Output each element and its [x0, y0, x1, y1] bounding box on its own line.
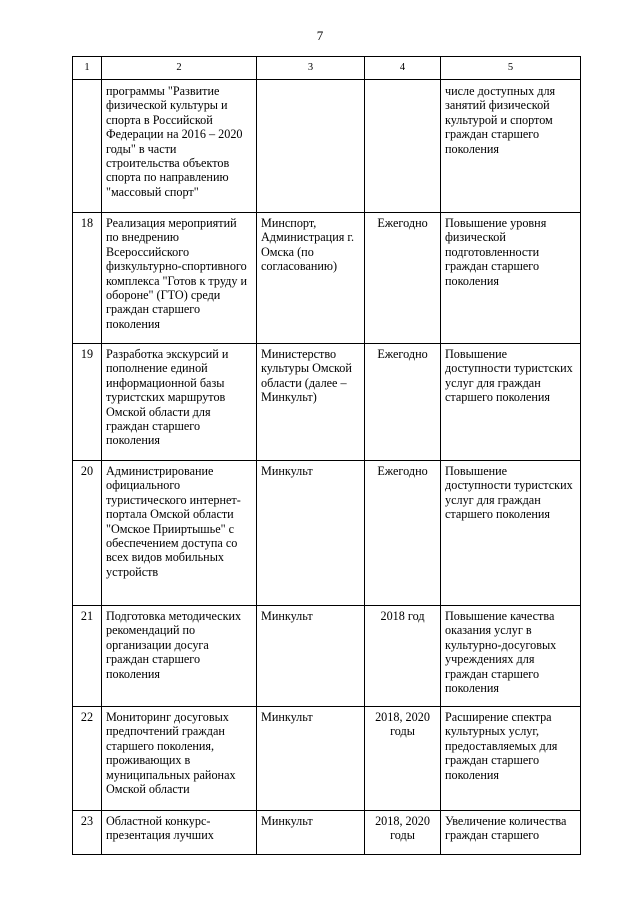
- row-number: 23: [73, 811, 102, 855]
- period-cell: 2018 год: [365, 606, 441, 707]
- period-cell: Ежегодно: [365, 461, 441, 606]
- row-number: 21: [73, 606, 102, 707]
- table-row: [73, 80, 581, 213]
- event-cell: Подготовка методических рекомендаций по организации досуга граждан старшего поколения: [102, 606, 257, 707]
- executor-cell: Минспорт, Администрация г. Омска (по согласованию): [257, 213, 365, 344]
- column-number: 2: [102, 57, 257, 80]
- executor-cell: Министерство культуры Омской области (далее – Минкульт): [257, 344, 365, 461]
- result-cell: числе доступных для занятий физической культурой и спортом граждан старшего поколения: [441, 80, 581, 213]
- row-number: 22: [73, 707, 102, 811]
- event-cell: Реализация мероприятий по внедрению Всероссийского физкультурно-спортивного комплекса "Готов к труду и обороне" (ГТО) среди граждан старшего поколения: [102, 213, 257, 344]
- period-cell: 2018, 2020 годы: [365, 707, 441, 811]
- result-cell: Увеличение количества граждан старшего: [441, 811, 581, 855]
- row-number: [73, 80, 102, 213]
- row-number: 19: [73, 344, 102, 461]
- column-number: 4: [365, 57, 441, 80]
- executor-cell: Минкульт: [257, 606, 365, 707]
- table-row: [73, 344, 581, 461]
- result-cell: Повышение доступности туристских услуг для граждан старшего поколения: [441, 344, 581, 461]
- period-cell: Ежегодно: [365, 344, 441, 461]
- table-row: [73, 461, 581, 606]
- executor-cell: Минкульт: [257, 811, 365, 855]
- period-cell: [365, 80, 441, 213]
- measures-table: [72, 56, 581, 855]
- table-row: [73, 707, 581, 811]
- column-number: 5: [441, 57, 581, 80]
- table-row: [73, 213, 581, 344]
- event-cell: программы "Развитие физической культуры и спорта в Российской Федерации на 2016 – 2020 годы" в части строительства объектов спорта по направлению "массовый спорт": [102, 80, 257, 213]
- page-number: 7: [316, 28, 324, 43]
- result-cell: Повышение уровня физической подготовленности граждан старшего поколения: [441, 213, 581, 344]
- period-cell: 2018, 2020 годы: [365, 811, 441, 855]
- column-number: 3: [257, 57, 365, 80]
- result-cell: Повышение качества оказания услуг в культурно-досуговых учреждениях для граждан старшего поколения: [441, 606, 581, 707]
- executor-cell: [257, 80, 365, 213]
- event-cell: Администрирование официального туристического интернет-портала Омской области "Омское Прииртышье" с обеспечением доступа со всех видов мобильных устройств: [102, 461, 257, 606]
- row-number: 18: [73, 213, 102, 344]
- executor-cell: Минкульт: [257, 707, 365, 811]
- executor-cell: Минкульт: [257, 461, 365, 606]
- row-number: 20: [73, 461, 102, 606]
- event-cell: Областной конкурс-презентация лучших: [102, 811, 257, 855]
- table-row: [73, 811, 581, 855]
- event-cell: Мониторинг досуговых предпочтений граждан старшего поколения, проживающих в муниципальных районах Омской области: [102, 707, 257, 811]
- table-row: [73, 606, 581, 707]
- column-number: 1: [73, 57, 102, 80]
- event-cell: Разработка экскурсий и пополнение единой информационной базы туристских маршрутов Омской области для граждан старшего поколения: [102, 344, 257, 461]
- column-number-row: [73, 57, 581, 80]
- period-cell: Ежегодно: [365, 213, 441, 344]
- result-cell: Расширение спектра культурных услуг, предоставляемых для граждан старшего поколения: [441, 707, 581, 811]
- result-cell: Повышение доступности туристских услуг для граждан старшего поколения: [441, 461, 581, 606]
